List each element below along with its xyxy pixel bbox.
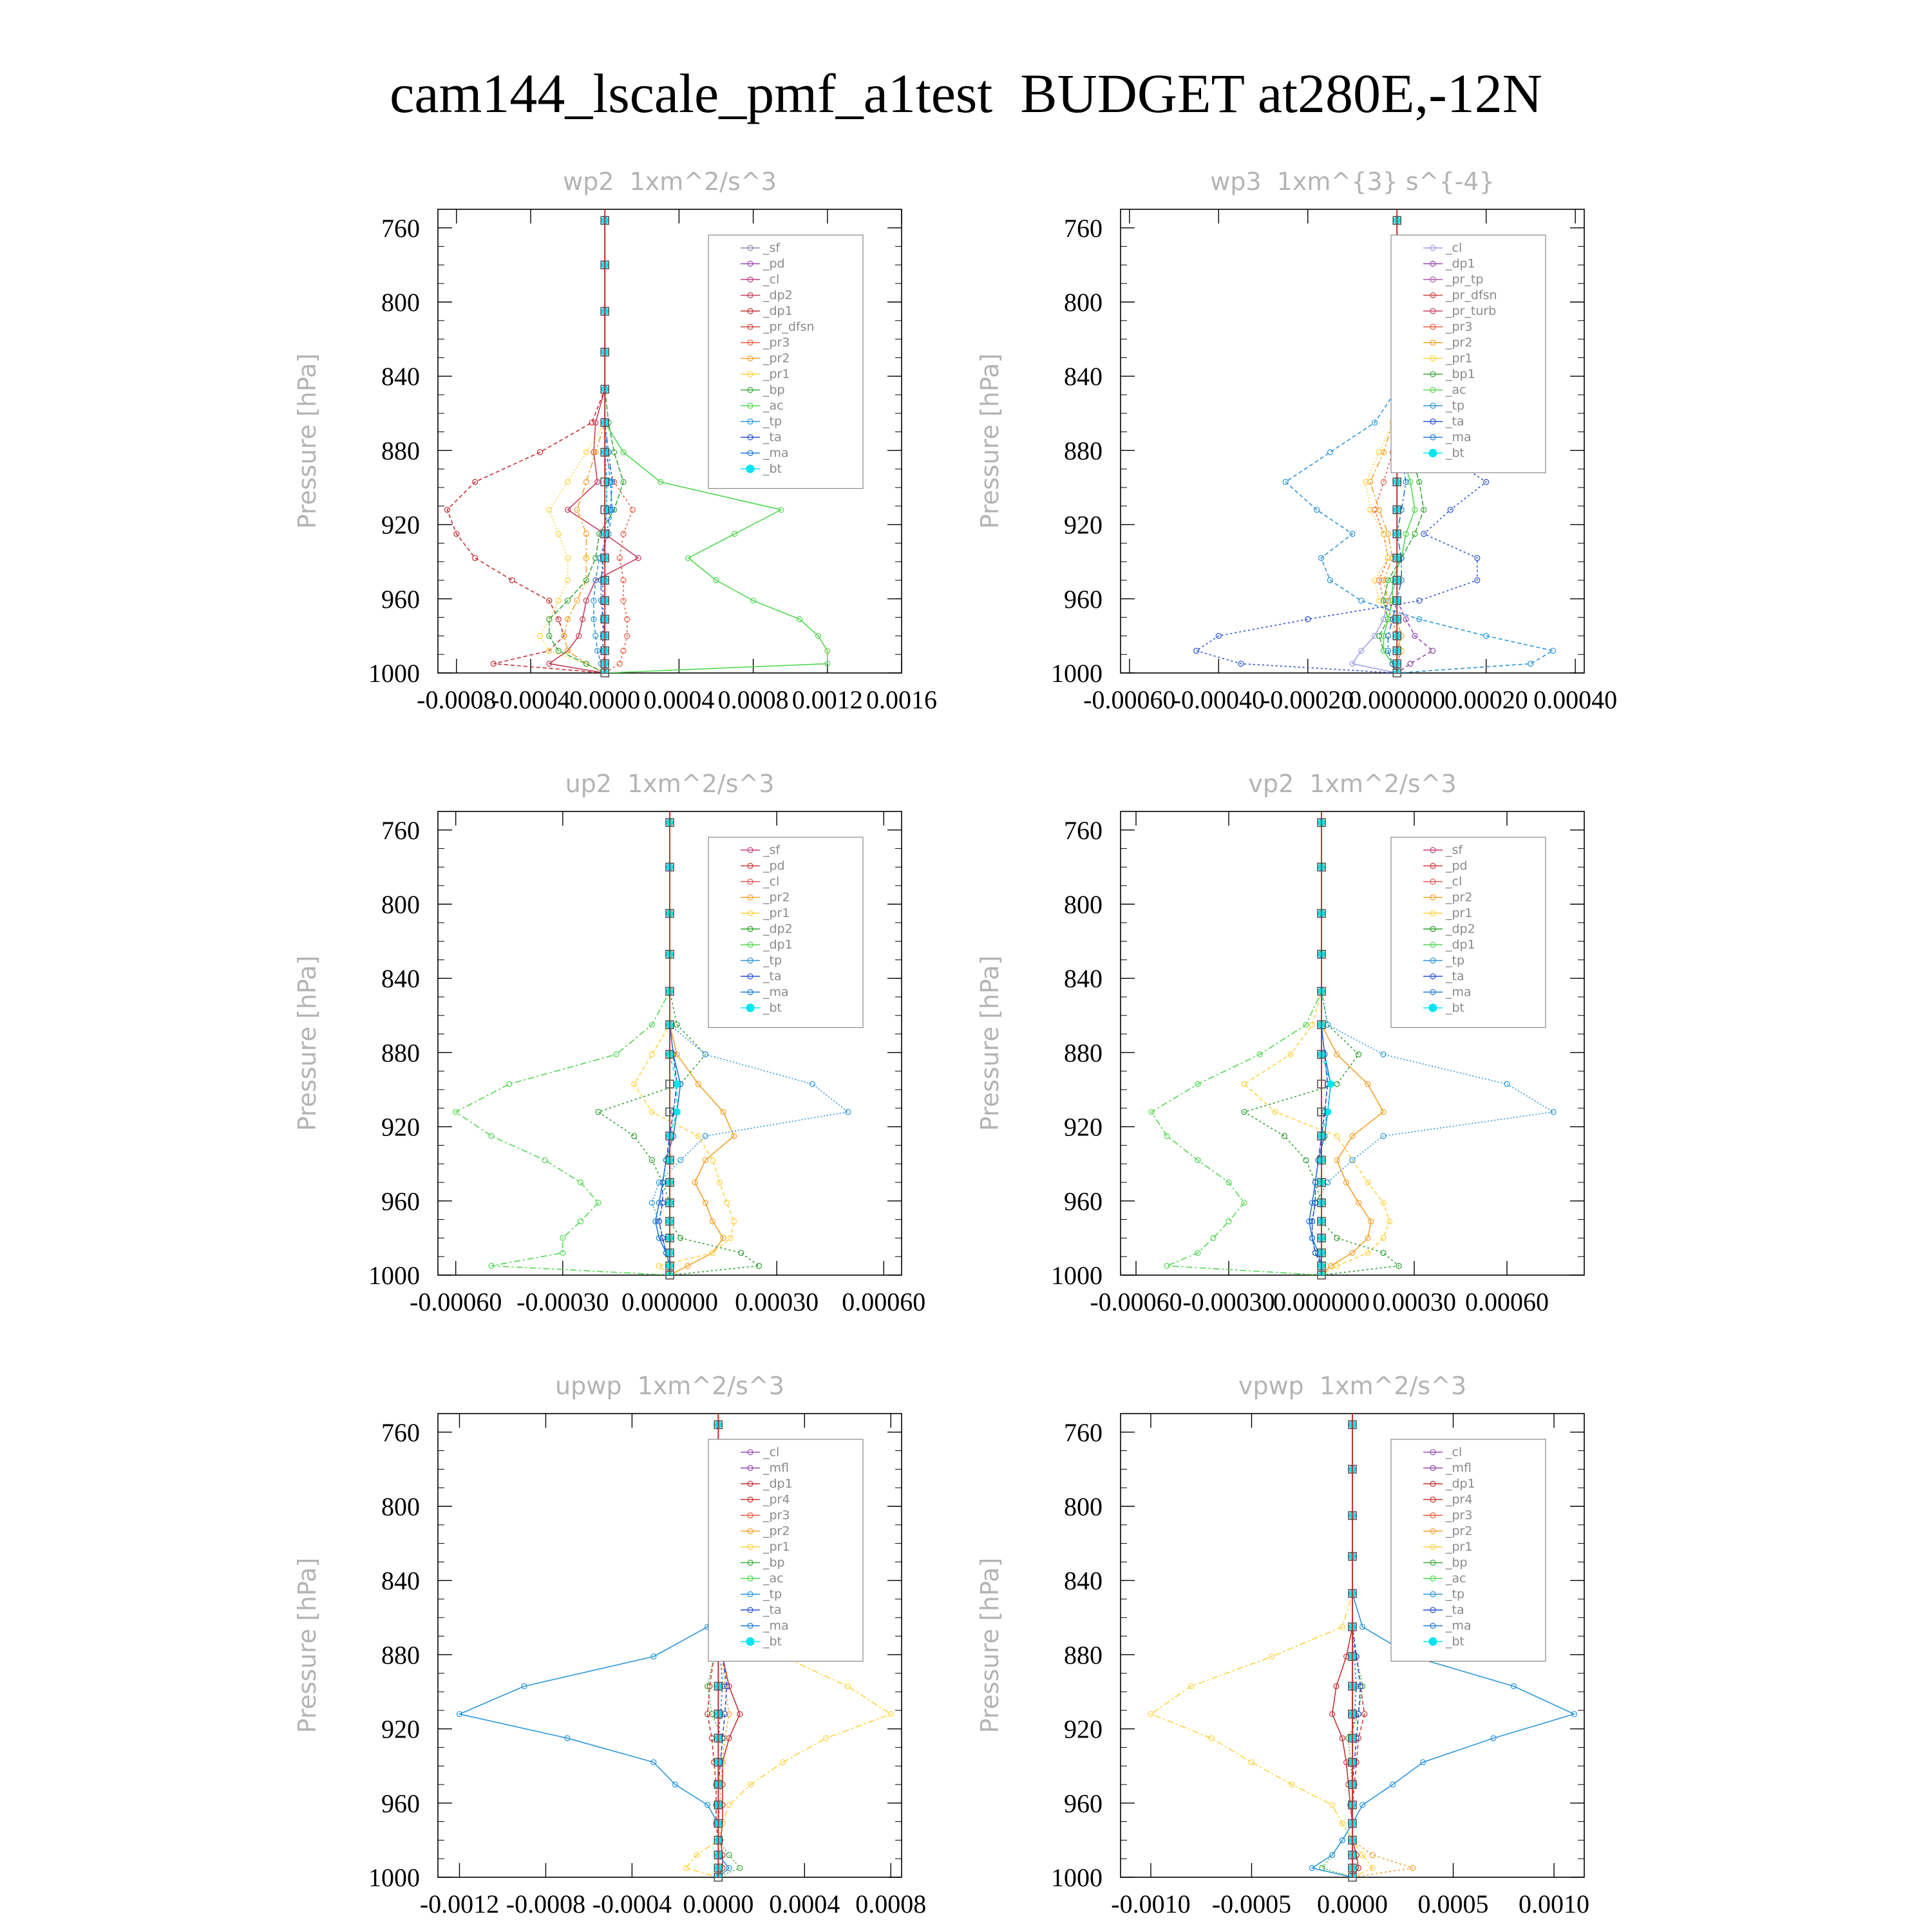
y-tick-label: 1000: [1051, 1863, 1103, 1892]
data-point_pr1: [556, 531, 561, 536]
series-line_dp1: [1151, 822, 1321, 1275]
panel-title: upwp 1xm^2/s^3: [555, 1372, 784, 1400]
legend-label: _pr2: [763, 351, 790, 366]
legend-label: _ma: [763, 1618, 789, 1633]
legend-label: _pr1: [763, 367, 790, 381]
y-tick-label: 880: [1064, 1640, 1103, 1670]
data-point_tp: [1325, 1180, 1331, 1185]
y-tick-label: 840: [1064, 1566, 1103, 1596]
legend-label: _cl: [1446, 1445, 1463, 1459]
x-tick-label: -0.0010: [1111, 1889, 1191, 1918]
data-point_dp2: [1282, 1133, 1287, 1139]
x-tick-label: 0.0016: [866, 685, 937, 714]
legend-label: _tp: [1446, 953, 1465, 968]
data-point_dp2: [1334, 1235, 1340, 1240]
y-axis-label: Pressure [hPa]: [976, 955, 1004, 1132]
x-tick-label: -0.00060: [410, 1287, 502, 1316]
legend-label: _dp1: [1446, 938, 1475, 952]
legend-label: _dp2: [763, 288, 793, 303]
panel-title: vp2 1xm^2/s^3: [1248, 770, 1457, 798]
data-point_bt: [674, 1081, 680, 1087]
legend-label: _sf: [763, 241, 781, 255]
y-axis-label: Pressure [hPa]: [293, 955, 321, 1132]
legend-label: _pd: [763, 858, 785, 873]
data-point_dp2: [1303, 1157, 1309, 1162]
data-point_pr1: [565, 555, 571, 560]
legend-label: _ta: [1446, 969, 1464, 983]
y-tick-label: 920: [381, 510, 420, 540]
data-point_dp1: [1226, 1218, 1231, 1224]
legend-label: _pr3: [1446, 319, 1473, 334]
legend-label: _pr3: [763, 336, 790, 350]
y-tick-label: 840: [381, 362, 420, 392]
panel-title: vpwp 1xm^2/s^3: [1238, 1372, 1467, 1400]
x-tick-label: 0.000000: [621, 1287, 718, 1316]
y-tick-label: 920: [381, 1112, 420, 1142]
legend-label: _pr_dfsn: [763, 319, 815, 334]
legend-label: _cl: [763, 272, 780, 287]
data-point_pr1: [1209, 1736, 1214, 1741]
y-axis-label: Pressure [hPa]: [976, 353, 1004, 529]
data-point_pr3: [630, 507, 635, 513]
legend-label: _pr3: [763, 1508, 790, 1522]
series-line_pr2: [1321, 822, 1383, 1275]
data-point_pr1: [547, 507, 552, 513]
y-tick-label: 880: [1064, 1038, 1103, 1068]
series-line_ta: [1312, 822, 1328, 1275]
series-line_dp1: [447, 220, 605, 673]
x-tick-label: -0.0004: [592, 1889, 672, 1918]
y-tick-label: 840: [1064, 964, 1103, 994]
series-line_pr1: [1244, 822, 1390, 1275]
y-tick-label: 960: [381, 584, 420, 614]
series-line_ma: [1309, 822, 1331, 1275]
x-tick-label: 0.00060: [842, 1287, 926, 1316]
legend-label: _ac: [1446, 383, 1466, 397]
legend-label: _cl: [1446, 875, 1463, 889]
x-tick-label: 0.000000: [1273, 1287, 1370, 1316]
x-tick-label: 0.0008: [717, 685, 789, 714]
legend-label: _pr_turb: [1446, 304, 1497, 318]
data-point_tp: [649, 1200, 654, 1206]
data-point_pr2: [1370, 1852, 1375, 1857]
y-tick-label: 1000: [1051, 1261, 1103, 1290]
y-tick-label: 880: [381, 1640, 420, 1670]
y-tick-label: 920: [381, 1714, 420, 1744]
x-tick-label: 0.000000: [1349, 685, 1446, 714]
x-tick-label: 0.0005: [1417, 1889, 1489, 1918]
data-point_pr2: [583, 479, 589, 484]
y-tick-label: 800: [1064, 890, 1103, 919]
legend-label: _pr2: [763, 1524, 790, 1539]
y-tick-label: 880: [1064, 436, 1103, 466]
x-tick-label: -0.0008: [506, 1889, 586, 1918]
data-point_dp2: [596, 1110, 601, 1115]
data-point_dp1: [589, 420, 594, 425]
legend-marker: [1429, 1004, 1437, 1012]
data-point_pr1: [556, 598, 561, 603]
data-point_dp1: [1408, 661, 1413, 667]
legend-label: _mfl: [763, 1461, 789, 1475]
y-tick-label: 760: [1064, 213, 1103, 243]
series-line_ta: [659, 822, 677, 1275]
y-tick-label: 1000: [368, 1261, 420, 1290]
data-point_pr1: [1242, 1081, 1247, 1086]
y-tick-label: 760: [381, 815, 420, 845]
y-tick-label: 920: [1064, 510, 1103, 540]
y-tick-label: 800: [1064, 1492, 1103, 1521]
legend-label: _dp1: [763, 1477, 793, 1491]
legend-label: _pr2: [1446, 1524, 1473, 1539]
y-tick-label: 880: [381, 436, 420, 466]
legend-label: _dp2: [1446, 922, 1475, 936]
legend-label: _mfl: [1446, 1461, 1472, 1475]
x-tick-label: 0.00030: [1372, 1287, 1456, 1316]
x-tick-label: -0.0005: [1211, 1889, 1292, 1918]
x-tick-label: -0.00060: [1090, 1287, 1182, 1316]
legend-label: _cl: [1446, 241, 1463, 255]
legend-label: _bp1: [1446, 367, 1475, 381]
legend-label: _ac: [763, 1571, 784, 1586]
y-axis-label: Pressure [hPa]: [293, 1557, 321, 1734]
legend-label: _bp: [1446, 1555, 1468, 1570]
y-tick-label: 760: [381, 1417, 420, 1447]
series-line_dp1: [456, 822, 670, 1275]
y-tick-label: 760: [381, 213, 420, 243]
legend-label: _tp: [1446, 399, 1465, 413]
x-tick-label: -0.00020: [1262, 685, 1354, 714]
x-tick-label: 0.0000: [569, 685, 641, 714]
legend-label: _cl: [763, 1445, 780, 1459]
chart-panel-wp3: [683, 148, 1649, 728]
data-point_tp: [1359, 598, 1364, 603]
data-point_pr1: [1249, 1759, 1254, 1765]
legend-label: _ac: [1446, 1571, 1466, 1586]
x-tick-label: 0.0004: [643, 685, 715, 714]
legend-label: _dp1: [1446, 1477, 1475, 1491]
y-tick-label: 960: [1064, 1186, 1103, 1216]
x-tick-label: -0.0012: [419, 1889, 500, 1918]
data-point_pr1: [565, 479, 571, 484]
legend-label: _pr1: [1446, 351, 1473, 366]
x-tick-label: -0.0008: [417, 685, 497, 714]
legend-label: _dp1: [763, 938, 793, 952]
x-tick-label: 0.0008: [855, 1889, 927, 1918]
legend-label: _bt: [763, 1634, 782, 1649]
y-tick-label: 1000: [1051, 659, 1103, 688]
legend-label: _ma: [763, 985, 789, 999]
legend-label: _pd: [763, 256, 785, 271]
series-line_pr3: [605, 220, 632, 673]
legend-label: _sf: [763, 843, 781, 857]
data-point_dp1: [473, 555, 478, 560]
y-tick-label: 760: [1064, 1417, 1103, 1447]
y-tick-label: 960: [1064, 584, 1103, 614]
legend-label: _ta: [763, 430, 782, 444]
data-point_tp: [1325, 1022, 1331, 1027]
x-tick-label: 0.00060: [1465, 1287, 1549, 1316]
y-tick-label: 880: [381, 1038, 420, 1068]
figure-title: cam144_lscale_pmf_a1test BUDGET at280E,-12N: [390, 62, 1542, 124]
legend-label: _pr1: [763, 906, 790, 920]
data-point_dp1: [1430, 648, 1435, 653]
y-tick-label: 760: [1064, 815, 1103, 845]
y-tick-label: 1000: [368, 1863, 420, 1892]
x-tick-label: -0.00060: [1083, 685, 1176, 714]
data-point_dp1: [1211, 1235, 1216, 1240]
series-line_bp: [1322, 1425, 1363, 1877]
x-tick-label: -0.00040: [1172, 685, 1265, 714]
x-tick-label: -0.00030: [516, 1287, 609, 1316]
data-point_dp2: [632, 1133, 637, 1139]
legend-label: _ta: [1446, 1603, 1464, 1617]
data-point_bt: [674, 1109, 680, 1115]
y-axis-label: Pressure [hPa]: [293, 353, 321, 529]
legend-label: _tp: [763, 953, 782, 968]
data-point_dp1: [578, 1218, 583, 1224]
series-line_ma: [656, 822, 681, 1275]
legend-label: _bp: [763, 383, 785, 397]
legend-label: _dp1: [763, 304, 793, 318]
legend-label: _pr_tp: [1446, 272, 1484, 287]
data-point_tp: [1528, 661, 1533, 667]
data-point_tp: [1327, 450, 1332, 455]
chart-panel-vpwp: [683, 1352, 1649, 1932]
series-line_bp: [549, 220, 623, 673]
legend-label: _pr3: [1446, 1508, 1473, 1522]
panel-title: up2 1xm^2/s^3: [565, 770, 775, 798]
x-tick-label: 0.00030: [735, 1287, 819, 1316]
legend-label: _ac: [763, 399, 784, 413]
data-point_bp1: [1412, 531, 1417, 536]
data-point_dp1: [509, 578, 515, 583]
x-tick-label: 0.00020: [1444, 685, 1528, 714]
series-line_bt: [1321, 822, 1331, 1275]
legend-label: _tp: [1446, 1587, 1465, 1602]
legend-label: _ta: [763, 1603, 782, 1617]
legend-label: _pd: [1446, 858, 1468, 873]
legend-label: _sf: [1446, 843, 1463, 857]
data-point_pr1: [583, 450, 589, 455]
legend-marker: [1429, 1638, 1437, 1645]
y-axis-label: Pressure [hPa]: [976, 1557, 1004, 1734]
data-point_dp2: [1356, 1052, 1361, 1057]
legend-label: _ma: [1446, 985, 1472, 999]
x-tick-label: 0.0000: [1317, 1889, 1388, 1918]
legend-label: _bt: [1446, 1634, 1465, 1649]
legend-label: _ta: [1446, 414, 1464, 429]
legend-label: _ma: [1446, 1618, 1472, 1633]
legend-label: _pr2: [763, 890, 790, 905]
legend-marker: [1429, 450, 1437, 457]
legend-label: _dp2: [763, 922, 793, 936]
legend-label: _pr1: [1446, 906, 1473, 920]
data-point_pr3: [621, 531, 626, 536]
y-tick-label: 840: [381, 964, 420, 994]
legend-label: _pr1: [1446, 1540, 1473, 1554]
legend-label: _ma: [1446, 430, 1472, 444]
legend-label: _pr2: [1446, 336, 1473, 350]
y-tick-label: 920: [1064, 1112, 1103, 1142]
legend-label: _bt: [763, 1001, 782, 1015]
data-point_dp2: [1381, 1250, 1386, 1255]
legend-label: _bt: [763, 462, 782, 476]
legend-label: _pr_dfsn: [1446, 288, 1497, 303]
legend-label: _pr2: [1446, 890, 1473, 905]
x-tick-label: 0.0010: [1519, 1889, 1590, 1918]
data-point_pr1: [649, 1052, 654, 1057]
panel-title: wp2 1xm^2/s^3: [563, 167, 777, 196]
y-tick-label: 840: [381, 1566, 420, 1596]
x-tick-label: 0.0004: [769, 1889, 840, 1918]
y-tick-label: 800: [381, 288, 420, 317]
x-tick-label: 0.0000: [683, 1889, 754, 1918]
y-tick-label: 840: [1064, 362, 1103, 392]
x-tick-label: -0.0004: [491, 685, 571, 714]
chart-panel-vp2: [683, 750, 1649, 1330]
x-tick-label: 0.0012: [791, 685, 863, 714]
legend-label: _ta: [763, 969, 782, 983]
data-point_bt: [1327, 1081, 1334, 1087]
data-point_pr1: [1334, 1133, 1340, 1139]
y-tick-label: 960: [1064, 1788, 1103, 1818]
legend-label: _pr4: [1446, 1492, 1473, 1507]
legend-label: _bp: [763, 1555, 785, 1570]
y-tick-label: 960: [381, 1788, 420, 1818]
y-tick-label: 800: [381, 1492, 420, 1521]
y-tick-label: 800: [381, 890, 420, 919]
legend-label: _tp: [763, 414, 782, 429]
y-tick-label: 920: [1064, 1714, 1103, 1744]
legend-label: _pr1: [763, 1540, 790, 1554]
data-point_dp1: [489, 1133, 494, 1139]
legend-label: _pr4: [763, 1492, 790, 1507]
panel-title: wp3 1xm^{3} s^{-4}: [1210, 167, 1495, 196]
legend-label: _bt: [1446, 446, 1465, 460]
y-tick-label: 960: [381, 1186, 420, 1216]
legend-label: _ma: [763, 446, 789, 460]
series-line_pr2: [564, 220, 605, 673]
data-point_dp1: [542, 1157, 547, 1162]
legend-label: _cl: [763, 875, 780, 889]
x-tick-label: -0.00030: [1182, 1287, 1275, 1316]
y-tick-label: 1000: [368, 659, 420, 688]
series-line_pr1: [1151, 1425, 1372, 1877]
y-tick-label: 800: [1064, 288, 1103, 317]
legend-label: _tp: [763, 1587, 782, 1602]
legend-label: _dp1: [1446, 256, 1475, 271]
legend-label: _bt: [1446, 1001, 1465, 1015]
x-tick-label: 0.00040: [1533, 685, 1618, 714]
data-point_dp2: [1334, 1081, 1340, 1086]
